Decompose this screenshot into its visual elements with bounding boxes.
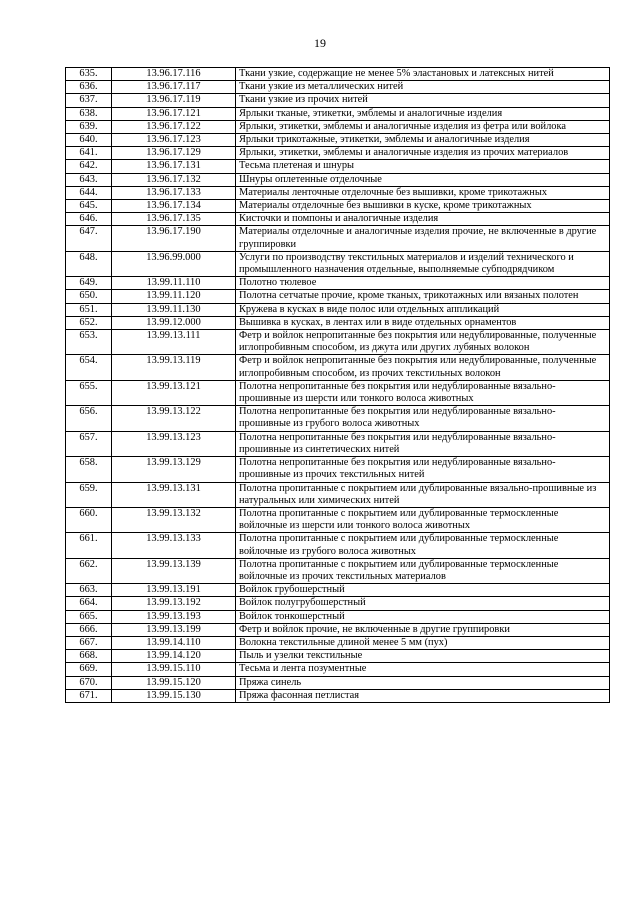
row-number-cell: 644.	[66, 186, 112, 199]
table-row	[66, 636, 610, 649]
okpd-code-cell: 13.99.13.191	[112, 584, 236, 597]
item-name-cell: Полотна пропитанные с покрытием или дублированные термоскленные войлочные из грубого волоса животных	[236, 533, 610, 558]
item-name-cell: Полотна пропитанные с покрытием или дублированные вязально-прошивные из натуральных или химических нитей	[236, 482, 610, 507]
row-number-cell: 640.	[66, 134, 112, 147]
row-number-cell: 667.	[66, 636, 112, 649]
table-row	[66, 251, 610, 276]
item-name-cell: Материалы ленточные отделочные без вышивки, кроме трикотажных	[236, 186, 610, 199]
okpd-code-cell: 13.99.13.111	[112, 330, 236, 355]
table-row	[66, 355, 610, 380]
row-number-cell: 657.	[66, 431, 112, 456]
table-row	[66, 290, 610, 303]
table-row	[66, 482, 610, 507]
item-name-cell: Полотна пропитанные с покрытием или дублированные термоскленные войлочные из шерсти или тонкого волоса животных	[236, 507, 610, 532]
row-number-cell: 656.	[66, 406, 112, 431]
table-row	[66, 507, 610, 532]
table-row	[66, 597, 610, 610]
item-name-cell: Полотна непропитанные без покрытия или недублированные вязально-прошивные из грубого волоса животных	[236, 406, 610, 431]
item-name-cell: Пыль и узелки текстильные	[236, 650, 610, 663]
item-name-cell: Ткани узкие из металлических нитей	[236, 81, 610, 94]
okpd-code-cell: 13.99.13.139	[112, 558, 236, 583]
table-row	[66, 107, 610, 120]
okpd-code-cell: 13.96.17.134	[112, 200, 236, 213]
row-number-cell: 638.	[66, 107, 112, 120]
page-number: 19	[314, 36, 326, 50]
item-name-cell: Ткани узкие, содержащие не менее 5% эластановых и латексных нитей	[236, 68, 610, 81]
okpd-code-cell: 13.99.13.121	[112, 380, 236, 405]
row-number-cell: 655.	[66, 380, 112, 405]
item-name-cell: Тесьма плетеная и шнуры	[236, 160, 610, 173]
item-name-cell: Войлок тонкошерстный	[236, 610, 610, 623]
table-row	[66, 316, 610, 329]
okpd-code-cell: 13.99.15.120	[112, 676, 236, 689]
table-row	[66, 200, 610, 213]
row-number-cell: 660.	[66, 507, 112, 532]
row-number-cell: 665.	[66, 610, 112, 623]
table-row	[66, 94, 610, 107]
item-name-cell: Войлок полугрубошерстный	[236, 597, 610, 610]
table-row	[66, 431, 610, 456]
item-name-cell: Ярлыки, этикетки, эмблемы и аналогичные изделия из прочих материалов	[236, 147, 610, 160]
table-row	[66, 689, 610, 702]
table-row	[66, 330, 610, 355]
item-name-cell: Ярлыки трикотажные, этикетки, эмблемы и аналогичные изделия	[236, 134, 610, 147]
row-number-cell: 653.	[66, 330, 112, 355]
row-number-cell: 663.	[66, 584, 112, 597]
item-name-cell: Фетр и войлок непропитанные без покрытия или недублированные, полученные иглопробивным способом, из прочих текстильных волокон	[236, 355, 610, 380]
okpd-code-cell: 13.96.17.117	[112, 81, 236, 94]
table-row	[66, 457, 610, 482]
okpd-code-cell: 13.96.17.129	[112, 147, 236, 160]
classification-table	[65, 67, 610, 703]
okpd-code-cell: 13.99.13.129	[112, 457, 236, 482]
okpd-code-cell: 13.99.11.130	[112, 303, 236, 316]
item-name-cell: Волокна текстильные длиной менее 5 мм (пух)	[236, 636, 610, 649]
table-row	[66, 213, 610, 226]
row-number-cell: 651.	[66, 303, 112, 316]
row-number-cell: 645.	[66, 200, 112, 213]
row-number-cell: 639.	[66, 120, 112, 133]
row-number-cell: 669.	[66, 663, 112, 676]
okpd-code-cell: 13.96.17.135	[112, 213, 236, 226]
item-name-cell: Фетр и войлок непропитанные без покрытия или недублированные, полученные иглопробивным способом, из джута или других лубяных волокон	[236, 330, 610, 355]
table-row	[66, 147, 610, 160]
item-name-cell: Полотна непропитанные без покрытия или недублированные вязально-прошивные из шерсти или тонкого волоса животных	[236, 380, 610, 405]
row-number-cell: 649.	[66, 277, 112, 290]
item-name-cell: Полотна сетчатые прочие, кроме тканых, трикотажных или вязаных полотен	[236, 290, 610, 303]
item-name-cell: Шнуры оплетенные отделочные	[236, 173, 610, 186]
okpd-code-cell: 13.99.15.130	[112, 689, 236, 702]
table-row	[66, 663, 610, 676]
table-row	[66, 277, 610, 290]
row-number-cell: 658.	[66, 457, 112, 482]
item-name-cell: Пряжа фасонная петлистая	[236, 689, 610, 702]
table-row	[66, 623, 610, 636]
item-name-cell: Услуги по производству текстильных материалов и изделий технического и промышленного назначения отдельные, выполняемые субподрядчиком	[236, 251, 610, 276]
item-name-cell: Тесьма и лента позументные	[236, 663, 610, 676]
okpd-code-cell: 13.99.14.120	[112, 650, 236, 663]
table-row	[66, 650, 610, 663]
item-name-cell: Материалы отделочные без вышивки в куске, кроме трикотажных	[236, 200, 610, 213]
table-row	[66, 81, 610, 94]
table-row	[66, 584, 610, 597]
row-number-cell: 646.	[66, 213, 112, 226]
okpd-code-cell: 13.96.99.000	[112, 251, 236, 276]
table-row	[66, 226, 610, 251]
item-name-cell: Полотна непропитанные без покрытия или недублированные вязально-прошивные из прочих текстильных нитей	[236, 457, 610, 482]
table-row	[66, 120, 610, 133]
table-row	[66, 610, 610, 623]
row-number-cell: 636.	[66, 81, 112, 94]
row-number-cell: 671.	[66, 689, 112, 702]
okpd-code-cell: 13.99.11.120	[112, 290, 236, 303]
row-number-cell: 650.	[66, 290, 112, 303]
item-name-cell: Полотна пропитанные с покрытием или дублированные термоскленные войлочные из прочих текстильных материалов	[236, 558, 610, 583]
okpd-code-cell: 13.96.17.123	[112, 134, 236, 147]
okpd-code-cell: 13.99.13.132	[112, 507, 236, 532]
row-number-cell: 641.	[66, 147, 112, 160]
table-row	[66, 380, 610, 405]
row-number-cell: 664.	[66, 597, 112, 610]
row-number-cell: 666.	[66, 623, 112, 636]
item-name-cell: Фетр и войлок прочие, не включенные в другие группировки	[236, 623, 610, 636]
okpd-code-cell: 13.96.17.122	[112, 120, 236, 133]
okpd-code-cell: 13.99.13.131	[112, 482, 236, 507]
okpd-code-cell: 13.99.11.110	[112, 277, 236, 290]
item-name-cell: Ярлыки, этикетки, эмблемы и аналогичные изделия из фетра или войлока	[236, 120, 610, 133]
table-body	[66, 68, 610, 703]
okpd-code-cell: 13.99.13.123	[112, 431, 236, 456]
okpd-code-cell: 13.99.13.122	[112, 406, 236, 431]
okpd-code-cell: 13.99.13.133	[112, 533, 236, 558]
table-row	[66, 676, 610, 689]
table-row	[66, 173, 610, 186]
okpd-code-cell: 13.99.13.199	[112, 623, 236, 636]
okpd-code-cell: 13.96.17.133	[112, 186, 236, 199]
row-number-cell: 668.	[66, 650, 112, 663]
item-name-cell: Вышивка в кусках, в лентах или в виде отдельных орнаментов	[236, 316, 610, 329]
item-name-cell: Кружева в кусках в виде полос или отдельных аппликаций	[236, 303, 610, 316]
row-number-cell: 652.	[66, 316, 112, 329]
okpd-code-cell: 13.96.17.119	[112, 94, 236, 107]
row-number-cell: 661.	[66, 533, 112, 558]
okpd-code-cell: 13.96.17.121	[112, 107, 236, 120]
okpd-code-cell: 13.96.17.132	[112, 173, 236, 186]
row-number-cell: 662.	[66, 558, 112, 583]
okpd-code-cell: 13.99.13.192	[112, 597, 236, 610]
okpd-code-cell: 13.99.13.119	[112, 355, 236, 380]
table-row	[66, 68, 610, 81]
row-number-cell: 648.	[66, 251, 112, 276]
item-name-cell: Кисточки и помпоны и аналогичные изделия	[236, 213, 610, 226]
okpd-code-cell: 13.99.15.110	[112, 663, 236, 676]
row-number-cell: 647.	[66, 226, 112, 251]
item-name-cell: Полотно тюлевое	[236, 277, 610, 290]
okpd-code-cell: 13.99.12.000	[112, 316, 236, 329]
item-name-cell: Войлок грубошерстный	[236, 584, 610, 597]
row-number-cell: 635.	[66, 68, 112, 81]
item-name-cell: Ткани узкие из прочих нитей	[236, 94, 610, 107]
row-number-cell: 643.	[66, 173, 112, 186]
row-number-cell: 659.	[66, 482, 112, 507]
table-row	[66, 303, 610, 316]
okpd-code-cell: 13.96.17.131	[112, 160, 236, 173]
table-row	[66, 533, 610, 558]
row-number-cell: 637.	[66, 94, 112, 107]
table-row	[66, 134, 610, 147]
item-name-cell: Полотна непропитанные без покрытия или недублированные вязально-прошивные из синтетических нитей	[236, 431, 610, 456]
okpd-code-cell: 13.96.17.190	[112, 226, 236, 251]
table-row	[66, 558, 610, 583]
okpd-code-cell: 13.96.17.116	[112, 68, 236, 81]
table-row	[66, 186, 610, 199]
item-name-cell: Материалы отделочные и аналогичные изделия прочие, не включенные в другие группировки	[236, 226, 610, 251]
item-name-cell: Пряжа синель	[236, 676, 610, 689]
table-row	[66, 160, 610, 173]
okpd-code-cell: 13.99.14.110	[112, 636, 236, 649]
item-name-cell: Ярлыки тканые, этикетки, эмблемы и аналогичные изделия	[236, 107, 610, 120]
okpd-code-cell: 13.99.13.193	[112, 610, 236, 623]
row-number-cell: 642.	[66, 160, 112, 173]
row-number-cell: 654.	[66, 355, 112, 380]
row-number-cell: 670.	[66, 676, 112, 689]
table-row	[66, 406, 610, 431]
